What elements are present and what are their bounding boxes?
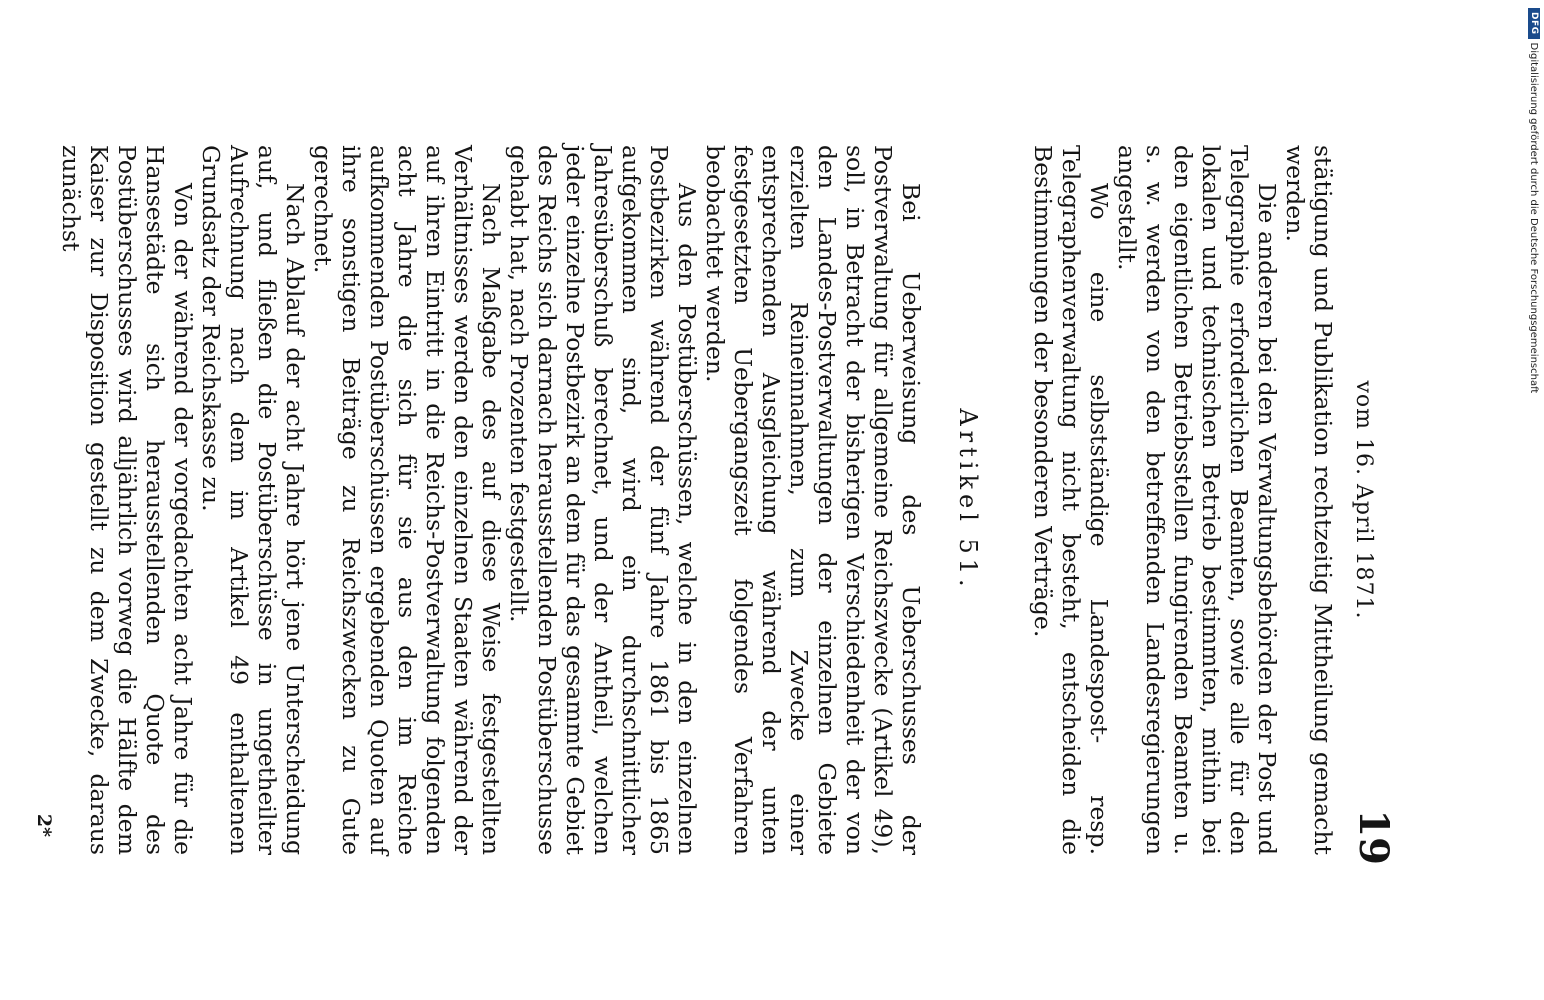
article-heading: Artikel 51. — [954, 408, 982, 592]
paragraph: Nach Ablauf der acht Jahre hört jene Unterscheidung auf, und fließen die Postüberschüsse in ungetheilter Aufrechnung nach dem im Artikel 49 enthaltenen Grundsatz der Reichskasse zu. — [197, 145, 309, 855]
paragraph: Wo eine selbstständige Landespost- resp. Telegraphenverwaltung nicht besteht, entscheiden die Bestimmungen der besonderen Verträge. — [1029, 145, 1113, 855]
printer-signature-mark: 2* — [33, 813, 55, 837]
rotated-document-page — [33, 145, 1397, 865]
preceding-text-block — [1029, 145, 1337, 855]
paragraph: stätigung und Publikation rechtzeitig Mittheilung gemacht werden. — [1281, 145, 1337, 855]
paragraph: Bei Ueberweisung des Ueberschusses der Postverwaltung für allgemeine Reichszwecke (Artikel 49), soll, in Betracht der bisherigen Verschiedenheit der von den Landes-Postverwaltungen der einzelnen Gebiete erzielten Reineinnahmen, zum Zwecke einer entsprechenden Ausgleichung während der unten festgesetzten Uebergangszeit folgendes Verfahren beobachtet werden. — [701, 145, 925, 855]
page-number: 19 — [1350, 809, 1397, 865]
paragraph: Von der während der vorgedachten acht Jahre für die Hansestädte sich herausstellenden Quote des Postüberschusses wird alljährlich vorweg die Hälfte dem Kaiser zur Disposition gestellt zu dem Zwecke, daraus zunächst — [57, 145, 197, 855]
dfg-logo: DFG — [1528, 8, 1540, 39]
article-body — [57, 145, 925, 855]
paragraph: Die anderen bei den Verwaltungsbehörden der Post und Telegraphie erforderlichen Beamten, sowie alle für den lokalen und technischen Betrieb bestimmten, mithin bei den eigentlichen Betriebsstellen fungirenden Beamten u. s. w. werden von den betreffenden Landesregierungen angestellt. — [1113, 145, 1281, 855]
paragraph: Aus den Postüberschüssen, welche in den einzelnen Postbezirken während der fünf Jahre 1861 bis 1865 aufgekommen sind, wird ein durchschnittlicher Jahresüberschuß berechnet, und der Antheil, welchen jeder einzelne Postbezirk an dem für das gesammte Gebiet des Reichs sich darnach herausstellenden Postüberschusse gehabt hat, nach Prozenten festgestellt. — [505, 145, 701, 855]
running-head — [1339, 145, 1397, 865]
paragraph: Nach Maßgabe des auf diese Weise festgestellten Verhältnisses werden den einzelnen Staaten während der auf ihren Eintritt in die Reichs-Postverwaltung folgenden acht Jahre die sich für sie aus den im Reiche aufkommenden Postüberschüssen ergebenden Quoten auf ihre sonstigen Beiträge zu Reichszwecken zu Gute gerechnet. — [309, 145, 505, 855]
digitization-credit-text: Digitalisierung gefördert durch die Deutsche Forschungsgemeinschaft — [1528, 42, 1540, 394]
digitization-credit — [1528, 8, 1540, 393]
running-head-title: vom 16. April 1871. — [1351, 380, 1376, 620]
